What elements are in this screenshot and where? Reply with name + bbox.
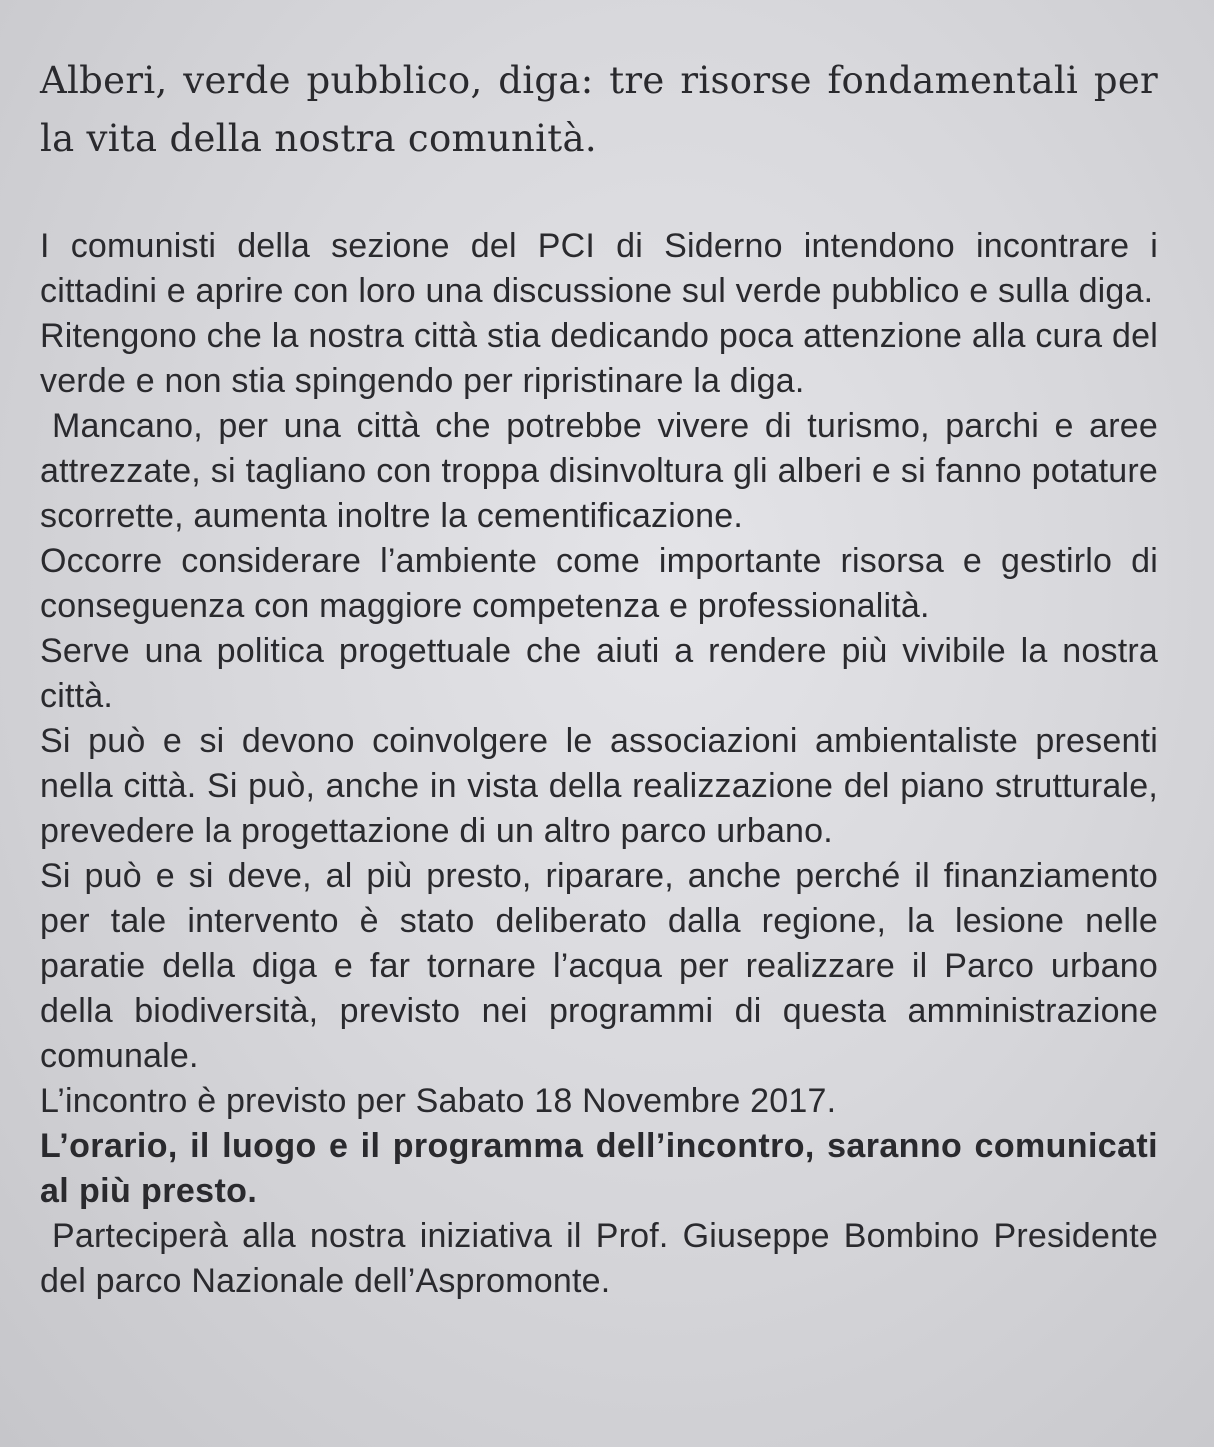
document-title: Alberi, verde pubblico, diga: tre risorse fondamentali per la vita della nostra comunità.	[40, 59, 1158, 160]
paragraph-bold-notice: L’orario, il luogo e il programma dell’incontro, saranno comunicati al più presto.	[40, 1127, 1158, 1210]
paragraph-environment: Occorre considerare l’ambiente come importante risorsa e gestirlo di conseguenza con maggiore competenza e professionalità.	[40, 542, 1158, 625]
paragraph-meeting-date: L’incontro è previsto per Sabato 18 Novembre 2017.	[40, 1082, 837, 1120]
paragraph-closing: Parteciperà alla nostra iniziativa il Prof. Giuseppe Bombino Presidente del parco Nazionale dell’Aspromonte.	[40, 1217, 1158, 1300]
paragraph-policy: Serve una politica progettuale che aiuti a rendere più vivibile la nostra città.	[40, 632, 1158, 715]
paragraph-tourism: Mancano, per una città che potrebbe vivere di turismo, parchi e aree attrezzate, si tagliano con troppa disinvoltura gli alberi e si fanno potature scorrette, aumenta inoltre la cementificazione.	[40, 407, 1158, 535]
paragraph-attention: Ritengono che la nostra città stia dedicando poca attenzione alla cura del verde e non stia spingendo per ripristinare la diga.	[40, 317, 1158, 400]
paragraph-dam-repair: Si può e si deve, al più presto, riparare, anche perché il finanziamento per tale intervento è stato deliberato dalla regione, la lesione nelle paratie della diga e far tornare l’acqua per realizzare il Parco urbano della biodiversità, previsto nei programmi di questa amministrazione comunale.	[40, 857, 1158, 1075]
document-body	[40, 52, 1158, 1304]
paragraph-intro: I comunisti della sezione del PCI di Siderno intendono incontrare i cittadini e aprire con loro una discussione sul verde pubblico e sulla diga.	[40, 227, 1158, 310]
paragraph-associations: Si può e si devono coinvolgere le associazioni ambientaliste presenti nella città. Si può, anche in vista della realizzazione del piano strutturale, prevedere la progettazione di un altro parco urbano.	[40, 722, 1158, 850]
